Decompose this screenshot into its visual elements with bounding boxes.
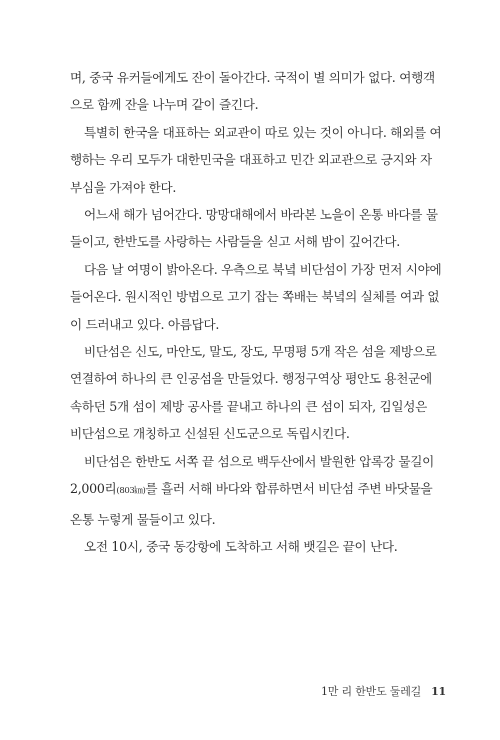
paragraph-3: 어느새 해가 넘어간다. 망망대해에서 바라본 노을이 온통 바다를 물들이고, 한반도를 사랑하는 사람들을 싣고 서해 밤이 깊어간다.: [70, 207, 438, 250]
paragraph-6-text-after: 를 흘러 서해 바다와 합류하면서 비단섬 주변 바닷물을 온통 누렇게 물들이고 있다.: [70, 481, 433, 527]
page-footer: [321, 683, 446, 699]
paragraph-6: [70, 448, 442, 533]
paragraph-2: 특별히 한국을 대표하는 외교관이 따로 있는 것이 아니다. 해외를 여행하는 우리 모두가 대한민국을 대표하고 민간 외교관으로 긍지와 자부심을 가져야 한다.: [70, 124, 442, 195]
paragraph-7: 오전 10시, 중국 동강항에 도착하고 서해 뱃길은 끝이 난다.: [84, 538, 398, 554]
paragraph-5: 비단섬은 신도, 마안도, 말도, 장도, 무명평 5개 작은 섬을 제방으로 연결하여 하나의 큰 인공섬을 만들었다. 행정구역상 평안도 용천군에 속하던 5개 섬이 제방 공사를 끝내고 하나의 큰 섬이 되자, 김일성은 비단섬으로 개칭하고 신설된 신도군으로 독립시킨다.: [70, 344, 437, 442]
paragraph-1: 며, 중국 유커들에게도 잔이 돌아간다. 국적이 별 의미가 없다. 여행객으로 함께 잔을 나누며 같이 즐긴다.: [70, 70, 435, 113]
running-title: 1만 리 한반도 둘레길: [320, 685, 422, 698]
paragraph-6-text-before: 비단섬은 한반도 서쪽 끝 섬으로 백두산에서 발원한 압록강 물길이 2,000리: [70, 453, 434, 497]
body-text: [70, 64, 442, 560]
paragraph-4: 다음 날 여명이 밝아온다. 우측으로 북녘 비단섬이 가장 먼저 시야에 들어온다. 원시적인 방법으로 고기 잡는 쪽배는 북녘의 실체를 여과 없이 드러내고 있다. 아름답다.: [70, 261, 442, 332]
page-number: 11: [431, 685, 446, 698]
distance-note: (803㎞): [116, 486, 146, 497]
